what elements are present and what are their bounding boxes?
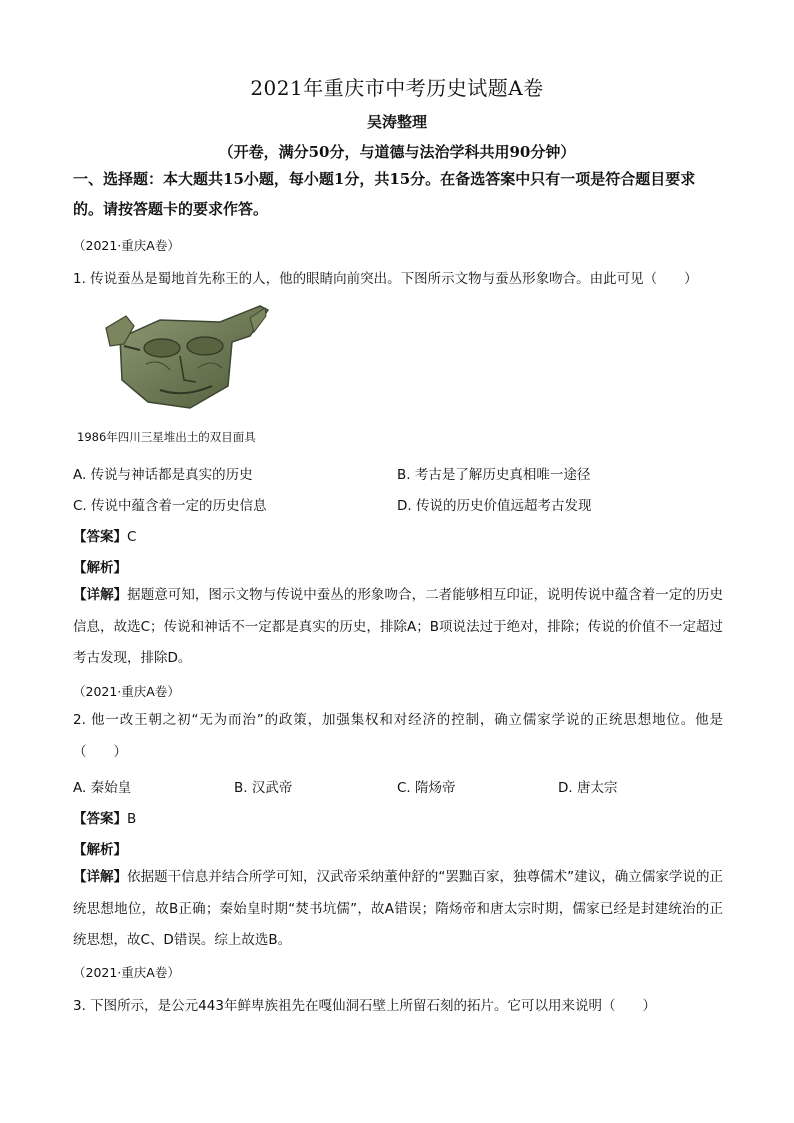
q1-option-a: A. 传说与神话都是真实的历史 xyxy=(73,467,253,483)
q1-answer-value: C xyxy=(127,529,137,545)
q1-detail xyxy=(73,580,723,675)
q2-option-d: D. 唐太宗 xyxy=(558,780,618,796)
q1-stem: 1. 传说蚕丛是蜀地首先称王的人，他的眼睛向前突出。下图所示文物与蚕丛形象吻合。由此可见（ ） xyxy=(73,271,698,287)
q1-analysis-label: 【解析】 xyxy=(73,560,127,576)
q1-answer-line xyxy=(73,525,723,545)
q3-stem: 3. 下图所示，是公元443年鲜卑族祖先在嘎仙洞石壁上所留石刻的拓片。它可以用来说明（ ） xyxy=(73,998,656,1014)
q2-answer-label: 【答案】 xyxy=(73,811,127,827)
section-heading: 一、选择题：本大题共15小题，每小题1分，共15分。在备选答案中只有一项是符合题目要求的。请按答题卡的要求作答。 xyxy=(73,170,696,218)
q2-option-b: B. 汉武帝 xyxy=(234,780,293,796)
q2-source: （2021·重庆A卷） xyxy=(73,684,180,699)
q2-analysis-label: 【解析】 xyxy=(73,842,127,858)
q2-option-c: C. 隋炀帝 xyxy=(397,780,456,796)
q1-detail-text: 据题意可知，图示文物与传说中蚕丛的形象吻合，二者能够相互印证，说明传说中蕴含着一定的历史信息，故选C；传说和神话不一定都是真实的历史，排除A；B项说法过于绝对，排除；传说的价值不一定超过考古发现，排除D。 xyxy=(73,587,724,666)
q1-image-caption: 1986年四川三星堆出土的双目面具 xyxy=(77,430,256,444)
q1-option-b: B. 考古是了解历史真相唯一途径 xyxy=(397,467,591,483)
q3-source: （2021·重庆A卷） xyxy=(73,965,180,980)
q2-option-a: A. 秦始皇 xyxy=(73,780,132,796)
q1-option-c: C. 传说中蕴含着一定的历史信息 xyxy=(73,498,267,514)
q2-detail-label: 【详解】 xyxy=(73,869,128,885)
q1-option-d: D. 传说的历史价值远超考古发现 xyxy=(397,498,592,514)
q2-detail-text: 依据题干信息并结合所学可知，汉武帝采纳董仲舒的“罢黜百家，独尊儒术”建议，确立儒家学说的正统思想地位，故B正确；秦始皇时期“焚书坑儒”，故A错误；隋炀帝和唐太宗时期，儒家已经是封建统治的正统思想，故C、D错误。综上故选B。 xyxy=(73,869,723,948)
q1-answer-label: 【答案】 xyxy=(73,529,127,545)
q2-stem: 2. 他一改王朝之初“无为而治”的政策，加强集权和对经济的控制，确立儒家学说的正统思想地位。他是（ ） xyxy=(73,712,723,760)
q1-source: （2021·重庆A卷） xyxy=(73,238,180,253)
q2-answer-line xyxy=(73,807,723,827)
q1-detail-label: 【详解】 xyxy=(73,587,128,603)
compiler-credit: 吴涛整理 xyxy=(366,113,427,131)
exam-note: （开卷，满分50分，与道德与法治学科共用90分钟） xyxy=(218,143,576,161)
doc-title: 2021年重庆市中考历史试题A卷 xyxy=(250,76,544,100)
q2-detail xyxy=(73,862,723,957)
q2-answer-value: B xyxy=(127,811,137,827)
sanxingdui-mask-image xyxy=(100,298,270,413)
